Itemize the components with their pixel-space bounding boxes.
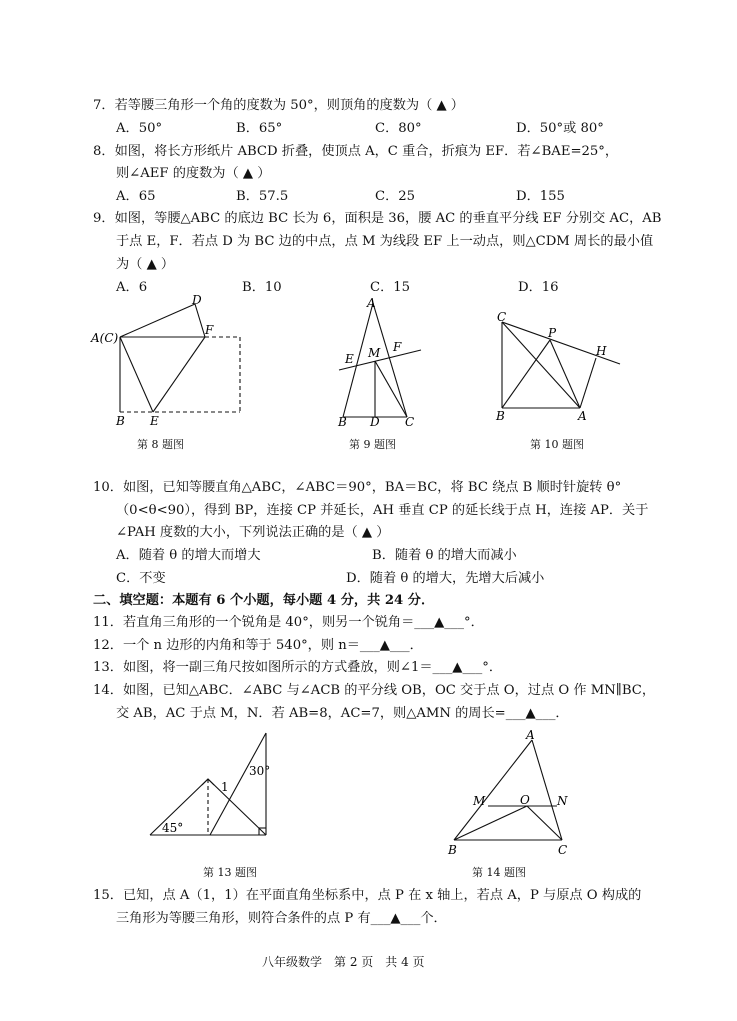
q10-option-a: A．随着 θ 的增大而增大 — [116, 548, 261, 563]
q9-option-a: A．6 — [116, 280, 148, 295]
fig9-label-c: C — [405, 415, 415, 429]
q14-stem-line1: 14．如图，已知△ABC．∠ABC 与∠ACB 的平分线 OB，OC 交于点 O，过点 O 作 MN∥BC， — [93, 683, 656, 698]
fig9-label-d: D — [370, 415, 380, 429]
q9-stem-line3: 为（ ▲ ） — [116, 257, 175, 272]
figure-13 — [140, 725, 275, 840]
figure-9 — [335, 295, 425, 430]
q10-option-c: C．不变 — [116, 571, 166, 586]
fig14-label-b: B — [448, 843, 457, 857]
fig10-label-b: B — [496, 409, 505, 423]
fig9-caption: 第 9 题图 — [349, 438, 396, 451]
fig9-label-b: B — [338, 415, 347, 429]
section-2-title: 二、填空题：本题有 6 个小题，每小题 4 分，共 24 分． — [93, 593, 435, 608]
q10-option-b: B．随着 θ 的增大而减小 — [372, 548, 517, 563]
fig9-label-m: M — [368, 346, 381, 360]
q12-stem: 12．一个 n 边形的内角和等于 540°，则 n＝___▲___． — [93, 638, 423, 653]
fig9-label-e: E — [345, 352, 354, 366]
q8-option-b: B．57.5 — [236, 189, 289, 204]
q7-option-a: A．50° — [116, 121, 163, 136]
fig13-label-30: 30° — [249, 764, 271, 778]
page-footer: 八年级数学 第 2 页 共 4 页 — [262, 955, 425, 969]
fig9-label-f: F — [393, 340, 402, 354]
fig10-caption: 第 10 题图 — [530, 438, 584, 451]
q9-option-d: D．16 — [518, 280, 559, 295]
fig14-label-o: O — [520, 793, 530, 807]
fig14-label-n: N — [557, 794, 568, 808]
q8-stem-line2: 则∠AEF 的度数为（ ▲ ） — [116, 166, 271, 181]
q10-stem-line1: 10．如图，已知等腰直角△ABC，∠ABC＝90°，BA＝BC，将 BC 绕点 B 顺时针旋转 θ° — [93, 480, 622, 495]
q9-stem-line2: 于点 E，F．若点 D 为 BC 边的中点，点 M 为线段 EF 上一动点，则△CDM 周长的最小值 — [116, 234, 654, 249]
fig10-label-p: P — [548, 326, 557, 340]
fig14-label-a: A — [526, 728, 535, 742]
q9-stem-line1: 9．如图，等腰△ABC 的底边 BC 长为 6，面积是 36，腰 AC 的垂直平分线 EF 分别交 AC，AB — [93, 211, 662, 226]
q14-stem-line2: 交 AB，AC 于点 M，N．若 AB=8，AC=7，则△AMN 的周长=___▲___． — [116, 706, 569, 721]
fig14-label-c: C — [558, 843, 568, 857]
q10-stem-line3: ∠PAH 度数的大小，下列说法正确的是（ ▲ ） — [116, 525, 390, 540]
fig10-label-h: H — [596, 344, 607, 358]
q7-option-b: B．65° — [236, 121, 283, 136]
fig8-label-e: E — [150, 414, 159, 428]
fig13-label-1: 1 — [221, 780, 229, 794]
fig13-label-45: 45° — [162, 821, 184, 835]
fig8-label-d: D — [192, 293, 202, 307]
q8-option-a: A．65 — [116, 189, 156, 204]
q9-option-c: C．15 — [370, 280, 411, 295]
fig8-label-ac: A(C) — [91, 331, 119, 345]
q13-stem: 13．如图，将一副三角尺按如图所示的方式叠放，则∠1＝___▲___°． — [93, 660, 503, 675]
q15-stem-line2: 三角形为等腰三角形，则符合条件的点 P 有___▲___个． — [116, 911, 447, 926]
q7-option-d: D．50°或 80° — [516, 121, 604, 136]
fig10-label-c: C — [497, 310, 507, 324]
q15-stem-line1: 15．已知，点 A（1，1）在平面直角坐标系中，点 P 在 x 轴上，若点 A，P 与原点 O 构成的 — [93, 888, 642, 903]
fig8-caption: 第 8 题图 — [137, 438, 184, 451]
q8-option-c: C．25 — [375, 189, 416, 204]
q7-stem: 7．若等腰三角形一个角的度数为 50°，则顶角的度数为（ ▲ ） — [93, 98, 464, 113]
fig8-label-f: F — [205, 323, 214, 337]
q10-option-d: D．随着 θ 的增大，先增大后减小 — [346, 571, 545, 586]
q8-option-d: D．155 — [516, 189, 565, 204]
fig8-label-b: B — [116, 414, 125, 428]
q10-stem-line2: （0<θ<90），得到 BP，连接 CP 并延长，AH 垂直 CP 的延长线于点 H，连接 AP．关于 — [116, 503, 649, 518]
q7-option-c: C．80° — [375, 121, 422, 136]
q8-stem-line1: 8．如图，将长方形纸片 ABCD 折叠，使顶点 A，C 重合，折痕为 EF．若∠BAE=25°， — [93, 144, 619, 159]
fig14-caption: 第 14 题图 — [472, 866, 526, 879]
q9-option-b: B．10 — [242, 280, 282, 295]
figure-14 — [440, 728, 580, 856]
figure-8 — [90, 292, 260, 427]
fig14-label-m: M — [473, 794, 486, 808]
fig13-caption: 第 13 题图 — [203, 866, 257, 879]
q11-stem: 11．若直角三角形的一个锐角是 40°，则另一个锐角＝___▲___°． — [93, 615, 484, 630]
figure-10 — [492, 312, 627, 424]
fig9-label-a: A — [367, 296, 376, 310]
fig10-label-a: A — [578, 409, 587, 423]
